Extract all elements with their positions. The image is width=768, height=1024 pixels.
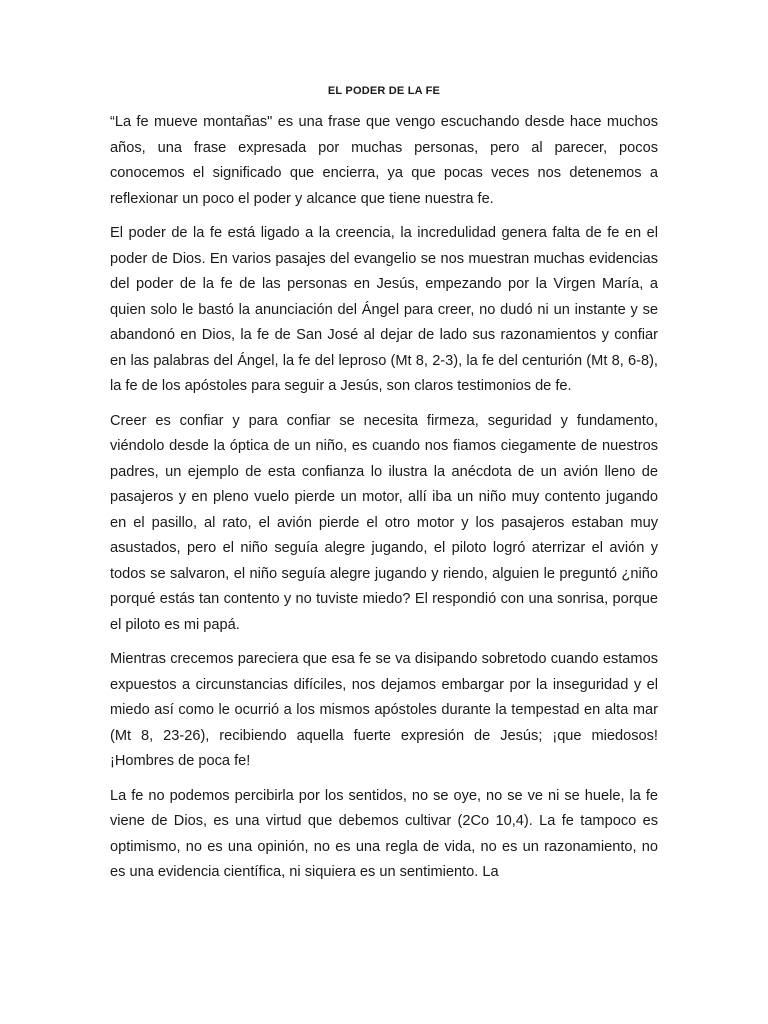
paragraph-5: La fe no podemos percibirla por los sentidos, no se oye, no se ve ni se huele, la fe viene de Dios, es una virtud que debemos cultivar (2Co 10,4). La fe tampoco es optimismo, no es una opinión, no es una regla de vida, no es un razonamiento, no es una evidencia científica, ni siquiera es un sentimiento. La [110, 787, 658, 880]
paragraph-2: El poder de la fe está ligado a la creencia, la incredulidad genera falta de fe en el poder de Dios. En varios pasajes del evangelio se nos muestran muchas evidencias del poder de la fe de las personas en Jesús, empezando por la Virgen María, a quien solo le bastó la anunciación del Ángel para creer, no dudó ni un instante y se abandonó en Dios, la fe de San José al dejar de lado sus razonamientos y confiar en las palabras del Ángel, la fe del leproso (Mt 8, 2-3), la fe del centurión (Mt 8, 6-8), la fe de los apóstoles para seguir a Jesús, son claros testimonios de fe. [110, 225, 658, 394]
paragraph-1: “La fe mueve montañas" es una frase que vengo escuchando desde hace muchos años, una frase expresada por muchas personas, pero al parecer, pocos conocemos el significado que encierra, ya que pocas veces nos detenemos a reflexionar un poco el poder y alcance que tiene nuestra fe. [110, 114, 658, 207]
document-title: EL PODER DE LA FE [327, 85, 441, 97]
document-body [110, 110, 658, 895]
paragraph-4: Mientras crecemos pareciera que esa fe se va disipando sobretodo cuando estamos expuestos a circunstancias difíciles, nos dejamos embargar por la inseguridad y el miedo así como le ocurrió a los mismos apóstoles durante la tempestad en alta mar (Mt 8, 23-26), recibiendo aquella fuerte expresión de Jesús; ¡que miedosos! ¡Hombres de poca fe! [110, 651, 658, 769]
paragraph-3: Creer es confiar y para confiar se necesita firmeza, seguridad y fundamento, viéndolo desde la óptica de un niño, es cuando nos fiamos ciegamente de nuestros padres, un ejemplo de esta confianza lo ilustra la anécdota de un avión lleno de pasajeros y en pleno vuelo pierde un motor, allí iba un niño muy contento jugando en el pasillo, al rato, el avión pierde el otro motor y los pasajeros estaban muy asustados, pero el niño seguía alegre jugando, el piloto logró aterrizar el avión y todos se salvaron, el niño seguía alegre jugando y riendo, alguien le preguntó ¿niño porqué estás tan contento y no tuviste miedo? El respondió con una sonrisa, porque el piloto es mi papá. [110, 412, 658, 633]
